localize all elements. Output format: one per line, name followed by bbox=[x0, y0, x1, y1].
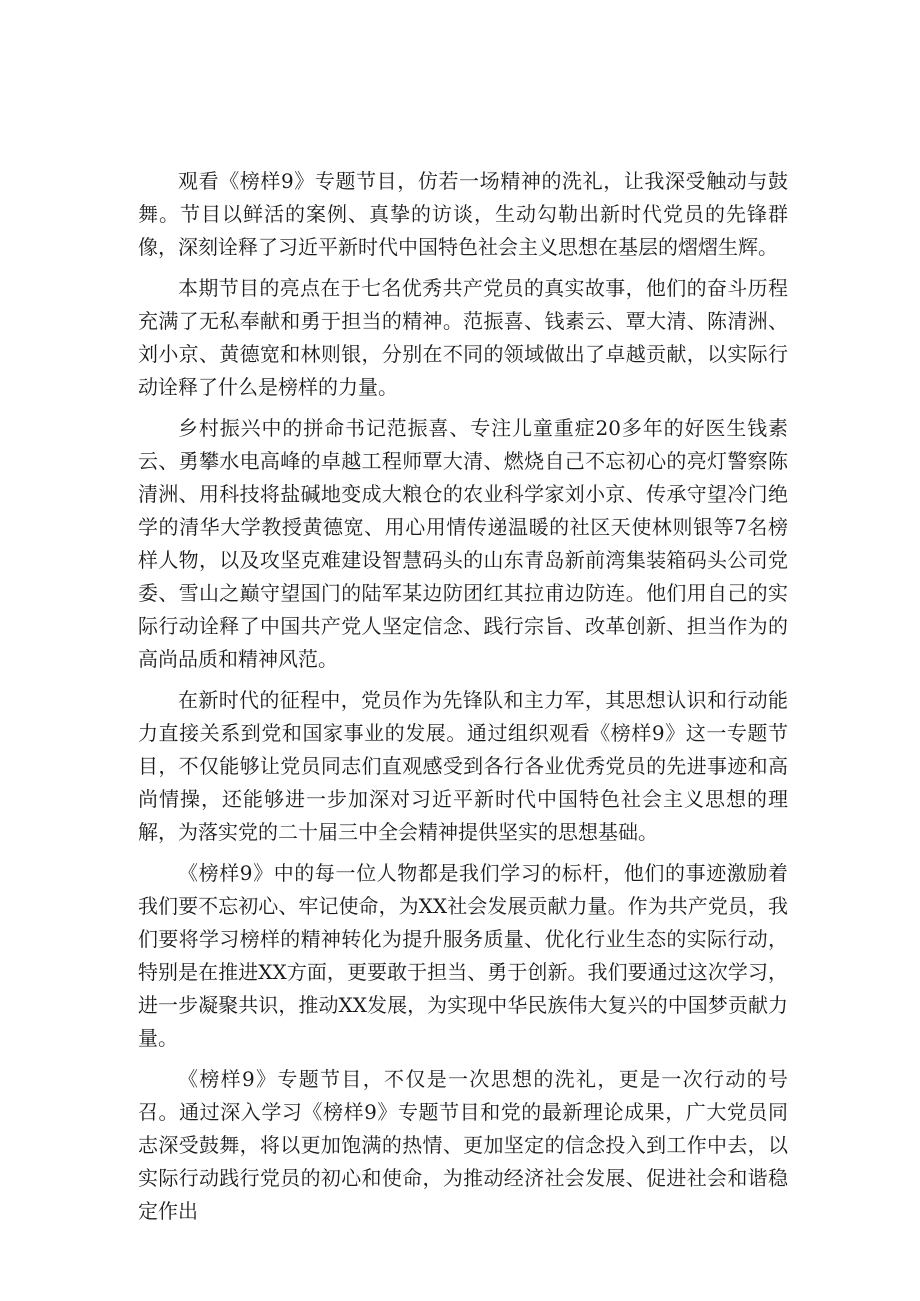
paragraph-4: 在新时代的征程中，党员作为先锋队和主力军，其思想认识和行动能力直接关系到党和国家事业的发展。通过组织观看《榜样9》这一专题节目，不仅能够让党员同志们直观感受到各行各业优秀党员的先进事迹和高尚情操，还能够进一步加深对习近平新时代中国特色社会主义思想的理解，为落实党的二十届三中全会精神提供坚实的思想基础。 bbox=[138, 688, 788, 844]
paragraph-1: 观看《榜样9》专题节目，仿若一场精神的洗礼，让我深受触动与鼓舞。节目以鲜活的案例、真挚的访谈，生动勾勒出新时代党员的先锋群像，深刻诠释了习近平新时代中国特色社会主义思想在基层的熠熠生辉。 bbox=[138, 169, 788, 259]
paragraph-6: 《榜样9》专题节目，不仅是一次思想的洗礼，更是一次行动的号召。通过深入学习《榜样9》专题节目和党的最新理论成果，广大党员同志深受鼓舞，将以更加饱满的热情、更加坚定的信念投入到工作中去，以实际行动践行党员的初心和使命，为推动经济社会发展、促进社会和谐稳定作出 bbox=[138, 1067, 788, 1223]
paragraph-2: 本期节目的亮点在于七名优秀共产党员的真实故事，他们的奋斗历程充满了无私奉献和勇于担当的精神。范振喜、钱素云、覃大清、陈清洲、刘小京、黄德宽和林则银，分别在不同的领域做出了卓越贡献，以实际行动诠释了什么是榜样的力量。 bbox=[138, 276, 788, 399]
paragraph-3: 乡村振兴中的拼命书记范振喜、专注儿童重症20多年的好医生钱素云、勇攀水电高峰的卓越工程师覃大清、燃烧自己不忘初心的亮灯警察陈清洲、用科技将盐碱地变成大粮仓的农业科学家刘小京、传承守望冷门绝学的清华大学教授黄德宽、用心用情传递温暖的社区天使林则银等7名榜样人物，以及攻坚克难建设智慧码头的山东青岛新前湾集装箱码头公司党委、雪山之巅守望国门的陆军某边防团红其拉甫边防连。他们用自己的实际行动诠释了中国共产党人坚定信念、践行宗旨、改革创新、担当作为的高尚品质和精神风范。 bbox=[138, 416, 788, 671]
document-body bbox=[138, 165, 788, 1228]
paragraph-5: 《榜样9》中的每一位人物都是我们学习的标杆，他们的事迹激励着我们要不忘初心、牢记使命，为XX社会发展贡献力量。作为共产党员，我们要将学习榜样的精神转化为提升服务质量、优化行业生态的实际行动，特别是在推进XX方面，更要敢于担当、勇于创新。我们要通过这次学习，进一步凝聚共识，推动XX发展，为实现中华民族伟大复兴的中国梦贡献力量。 bbox=[138, 861, 788, 1050]
